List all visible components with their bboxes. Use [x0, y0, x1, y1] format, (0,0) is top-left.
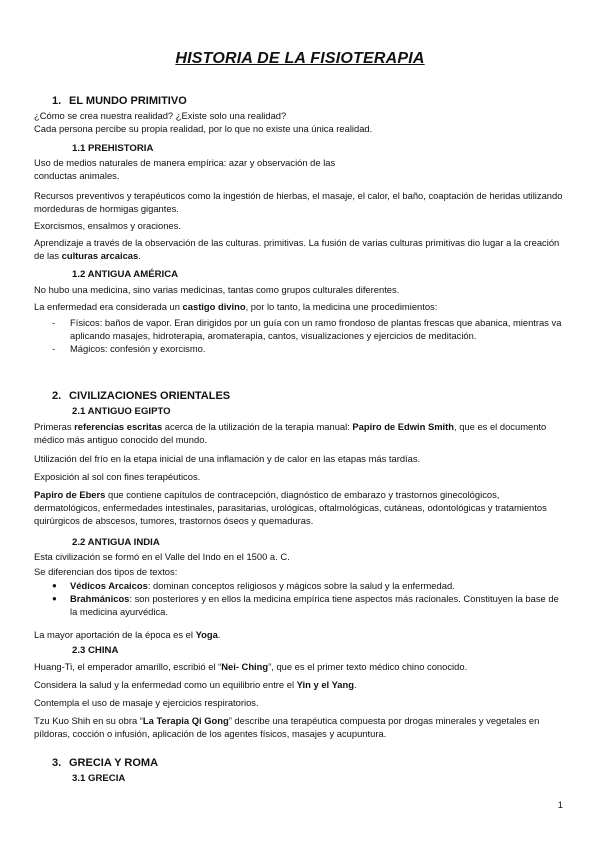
text-run: . — [217, 629, 221, 640]
section-2-title: CIVILIZACIONES ORIENTALES — [69, 390, 231, 402]
subsection-2-1-p1 — [34, 420, 568, 446]
section-3-heading — [52, 756, 158, 770]
text-run: . — [353, 679, 357, 690]
text-run: acerca de la utilización de la terapia manual: — [162, 421, 353, 432]
subsection-1-1-p4 — [34, 236, 568, 262]
dash-marker: - — [52, 317, 56, 328]
bold-term: Brahmánicos — [70, 593, 130, 604]
list-item — [52, 316, 568, 342]
list-item — [52, 579, 568, 592]
text-run: Primeras — [34, 421, 75, 432]
subsection-1-1-heading: 1.1 PREHISTORIA — [72, 143, 154, 154]
bold-term: Papiro de Edwin Smith — [352, 421, 454, 432]
subsection-2-2-heading: 2.2 ANTIGUA INDIA — [72, 537, 160, 548]
subsection-2-3-p4 — [34, 714, 568, 740]
subsection-2-3-heading: 2.3 CHINA — [72, 645, 119, 656]
section-3-title: GRECIA Y ROMA — [69, 757, 159, 769]
text-run: ” describe una terapéutica compuesta por drogas minerales y vegetales en píldoras, cocción o infusión, aplicación de los agentes físicos, masajes y acupuntura. — [34, 715, 540, 739]
text-run: , que es el documento médico más antiguo conocido del mundo. — [34, 421, 547, 445]
dash-marker: - — [52, 343, 56, 354]
document-title: HISTORIA DE LA FISIOTERAPIA — [175, 50, 425, 67]
subsection-2-1-p2: Utilización del frío en la etapa inicial de una inflamación y de calor en las etapas más tardías. — [34, 453, 421, 464]
bold-term: Nei- Ching — [221, 661, 269, 672]
text-run: Considera la salud y la enfermedad como un equilibrio entre el — [34, 679, 297, 690]
bold-term: culturas arcaicas — [61, 250, 139, 261]
section-1-title: EL MUNDO PRIMITIVO — [69, 95, 187, 107]
section-1-intro — [34, 109, 568, 135]
list-item — [52, 342, 568, 355]
subsection-2-1-p4 — [34, 488, 568, 527]
subsection-1-2-heading: 1.2 ANTIGUA AMÉRICA — [72, 269, 179, 280]
text-run: Tzu Kuo Shih en su obra “ — [34, 715, 143, 726]
text-run: La mayor aportación de la época es el — [34, 629, 196, 640]
paragraph: ¿Cómo se crea nuestra realidad? ¿Existe solo una realidad? — [34, 110, 287, 121]
procedures-list — [52, 316, 568, 355]
subsection-1-2-p1: No hubo una medicina, sino varias medicinas, tantas como grupos culturales diferentes. — [34, 284, 400, 295]
section-3-number: 3. — [52, 757, 62, 769]
section-1-number: 1. — [52, 95, 62, 107]
subsection-2-3-p3: Contempla el uso de masaje y ejercicios respiratorios. — [34, 697, 259, 708]
text-run: Huang-Ti, el emperador amarillo, escribió el “ — [34, 661, 222, 672]
bold-term: Yin y el Yang — [296, 679, 354, 690]
list-item — [52, 592, 568, 618]
bold-term: La Terapia Qi Gong — [142, 715, 229, 726]
subsection-2-2-p3 — [34, 628, 568, 641]
text-run: La enfermedad era considerada un — [34, 301, 183, 312]
list-item-text: : son posteriores y en ellos la medicina empírica tiene aspectos más racionales. Constituyen la base de la medicina ayurvédica. — [70, 593, 559, 617]
list-item-text: : dominan conceptos religiosos y mágicos sobre la salud y la enfermedad. — [147, 580, 455, 591]
subsection-2-3-p2 — [34, 678, 568, 691]
bold-term: Védicos Arcaicos — [70, 580, 148, 591]
text-run: ”, que es el primer texto médico chino conocido. — [268, 661, 468, 672]
subsection-2-2-p1: Esta civilización se formó en el Valle del Indo en el 1500 a. C. — [34, 551, 290, 562]
paragraph: Cada persona percibe su propia realidad, por lo que no existe una única realidad. — [34, 123, 373, 134]
subsection-1-2-p2 — [34, 300, 568, 313]
subsection-2-2-p2: Se diferencian dos tipos de textos: — [34, 566, 178, 577]
text-run: que contiene capítulos de contracepción, diagnóstico de embarazo y trastornos ginecológicos, dermatológicos, enfermedades intestinales, parasitarias, urológicas, oftalmológicas, cutáneas, odontológicas y tratamientos quirúrgicos de abscesos, tumores, trastornos óseos y quemaduras. — [34, 489, 547, 526]
bold-term: referencias escritas — [74, 421, 163, 432]
subsection-2-3-p1 — [34, 660, 568, 673]
subsection-2-1-heading: 2.1 ANTIGUO EGIPTO — [72, 406, 171, 417]
bullet-marker: ● — [52, 581, 57, 590]
bold-term: Yoga — [195, 629, 218, 640]
subsection-1-1-p2: Recursos preventivos y terapéuticos como la ingestión de hierbas, el masaje, el calor, el baño, coaptación de heridas utilizando mordeduras de hormigas gigantes. — [34, 190, 563, 214]
subsection-1-1-p3: Exorcismos, ensalmos y oraciones. — [34, 220, 181, 231]
section-1-heading — [52, 94, 187, 108]
texts-list — [52, 579, 568, 618]
subsection-2-1-p3: Exposición al sol con fines terapéuticos. — [34, 471, 201, 482]
paragraph: conductas animales. — [34, 170, 120, 181]
subsection-1-1-p1 — [34, 156, 568, 182]
page-number: 1 — [557, 799, 563, 810]
subsection-3-1-heading: 3.1 GRECIA — [72, 773, 126, 784]
list-item-text: Mágicos: confesión y exorcismo. — [70, 343, 206, 354]
bold-term: Papiro de Ebers — [34, 489, 106, 500]
text-run: Aprendizaje a través de la observación de las culturas. primitivas. La fusión de varias culturas primitivas dio lugar a la creación de las — [34, 237, 560, 261]
text-run: , por lo tanto, la medicina une procedimientos: — [245, 301, 438, 312]
section-2-number: 2. — [52, 390, 62, 402]
text-run: . — [138, 250, 141, 261]
list-item-text: Físicos: baños de vapor. Eran dirigidos por un guía con un ramo frondoso de plantas frescas que abanica, mientras va aplicando masajes, hidroterapia, aromaterapia, cantos, visualizaciones y ejercicios de meditación. — [70, 317, 562, 341]
bullet-marker: ● — [52, 594, 57, 603]
section-2-heading — [52, 389, 230, 403]
bold-term: castigo divino — [182, 301, 246, 312]
paragraph: Uso de medios naturales de manera empírica: azar y observación de las — [34, 157, 336, 168]
